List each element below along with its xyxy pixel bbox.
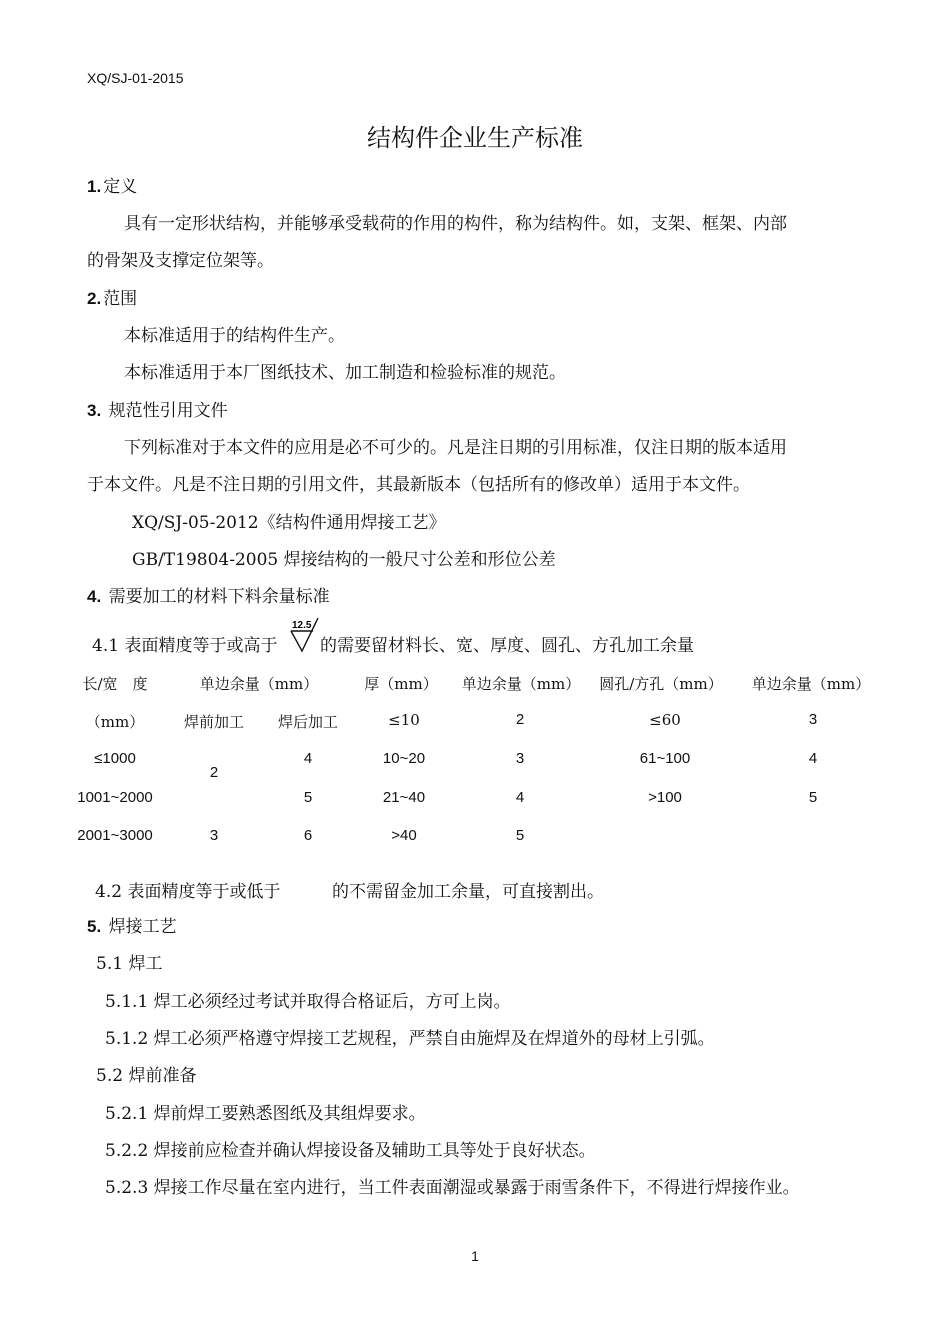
document-title: 结构件企业生产标准 <box>367 124 583 152</box>
subsection-4-2-suffix: 的不需留金加工余量，可直接割出。 <box>332 882 604 902</box>
document-code: XQ/SJ-01-2015 <box>87 70 184 86</box>
table-cell: 10~20 <box>382 750 426 767</box>
section-label: 需要加工的材料下料余量标准 <box>108 587 330 607</box>
subsection-heading: 5.2 焊前准备 <box>96 1066 197 1086</box>
paragraph-line: 于本文件。凡是不注日期的引用文件，其最新版本（包括所有的修改单）适用于本文件。 <box>87 475 750 495</box>
section-number: 5. <box>87 917 102 936</box>
section-label: 定义 <box>103 177 138 197</box>
table-header-length-width: 长/宽 度 <box>82 675 148 693</box>
clause: 5.1.2 焊工必须严格遵守焊接工艺规程，严禁自由施焊及在焊道外的母材上引弧。 <box>105 1029 715 1049</box>
table-cell: 2001~3000 <box>77 827 153 844</box>
table-cell: （mm） <box>85 713 145 731</box>
section-heading-definition <box>87 172 137 197</box>
table-cell: ≤10 <box>388 711 420 729</box>
section-number: 3. <box>87 401 102 420</box>
clause: 5.2.1 焊前焊工要熟悉图纸及其组焊要求。 <box>105 1104 426 1124</box>
clause: 5.2.2 焊接前应检查并确认焊接设备及辅助工具等处于良好状态。 <box>105 1141 596 1161</box>
table-cell: 3 <box>515 750 525 767</box>
allowance-table <box>0 673 950 853</box>
section-heading-scope <box>87 284 137 309</box>
table-cell: >40 <box>391 827 417 844</box>
section-heading-references <box>87 396 228 421</box>
table-cell: 21~40 <box>382 789 426 806</box>
table-cell: 1001~2000 <box>77 789 153 806</box>
paragraph-line: 本标准适用于本厂图纸技术、加工制造和检验标准的规范。 <box>124 363 566 383</box>
table-cell: 5 <box>303 789 313 806</box>
table-cell: 4 <box>303 750 313 767</box>
paragraph-line: 本标准适用于的结构件生产。 <box>124 326 345 346</box>
page-number: 1 <box>471 1248 479 1264</box>
table-cell-merged: 2 <box>209 764 219 781</box>
surface-roughness-symbol-icon <box>290 617 320 653</box>
table-cell: >100 <box>648 789 682 806</box>
subsection-4-1-prefix: 4.1 表面精度等于或高于 <box>92 636 278 656</box>
reference-item: XQ/SJ-05-2012《结构件通用焊接工艺》 <box>132 513 446 533</box>
table-cell: 焊前加工 <box>183 713 245 731</box>
table-cell: 4 <box>515 789 525 806</box>
clause: 5.2.3 焊接工作尽量在室内进行，当工件表面潮湿或暴露于雨雪条件下，不得进行焊接作业。 <box>105 1178 800 1198</box>
table-header-allowance: 单边余量（mm） <box>751 675 871 693</box>
table-cell: 2 <box>515 711 525 728</box>
section-number: 4. <box>87 587 102 606</box>
table-header-thickness: 厚（mm） <box>364 675 438 693</box>
table-cell: 5 <box>808 789 818 806</box>
table-cell: 6 <box>303 827 313 844</box>
section-number: 1. <box>87 177 102 196</box>
subsection-heading: 5.1 焊工 <box>96 954 163 974</box>
roughness-value: 12.5 <box>292 620 312 631</box>
table-cell: ≤60 <box>649 711 681 729</box>
paragraph-line: 具有一定形状结构，并能够承受载荷的作用的构件，称为结构件。如，支架、框架、内部 <box>124 214 787 234</box>
section-number: 2. <box>87 289 102 308</box>
table-cell: 4 <box>808 750 818 767</box>
table-cell: 焊后加工 <box>277 713 339 731</box>
table-header-hole: 圆孔/方孔（mm） <box>599 675 723 693</box>
table-cell: ≤1000 <box>94 750 136 767</box>
table-cell: 61~100 <box>639 750 691 767</box>
paragraph-line: 下列标准对于本文件的应用是必不可少的。凡是注日期的引用标准，仅注日期的版本适用 <box>124 438 787 458</box>
table-cell: 5 <box>515 827 525 844</box>
section-label: 焊接工艺 <box>108 917 177 937</box>
paragraph-line: 的骨架及支撑定位架等。 <box>87 251 274 271</box>
table-cell: 3 <box>808 711 818 728</box>
subsection-4-2-prefix: 4.2 表面精度等于或低于 <box>95 882 281 902</box>
section-label: 范围 <box>103 289 138 309</box>
section-heading-allowance <box>87 582 330 607</box>
table-header-allowance: 单边余量（mm） <box>461 675 581 693</box>
table-cell: 3 <box>209 827 219 844</box>
clause: 5.1.1 焊工必须经过考试并取得合格证后，方可上岗。 <box>105 992 511 1012</box>
subsection-4-1-suffix: 的需要留材料长、宽、厚度、圆孔、方孔加工余量 <box>320 636 694 656</box>
section-label: 规范性引用文件 <box>108 401 228 421</box>
reference-item: GB/T19804-2005 焊接结构的一般尺寸公差和形位公差 <box>132 550 556 570</box>
table-header-allowance: 单边余量（mm） <box>199 675 319 693</box>
section-heading-welding <box>87 912 177 937</box>
